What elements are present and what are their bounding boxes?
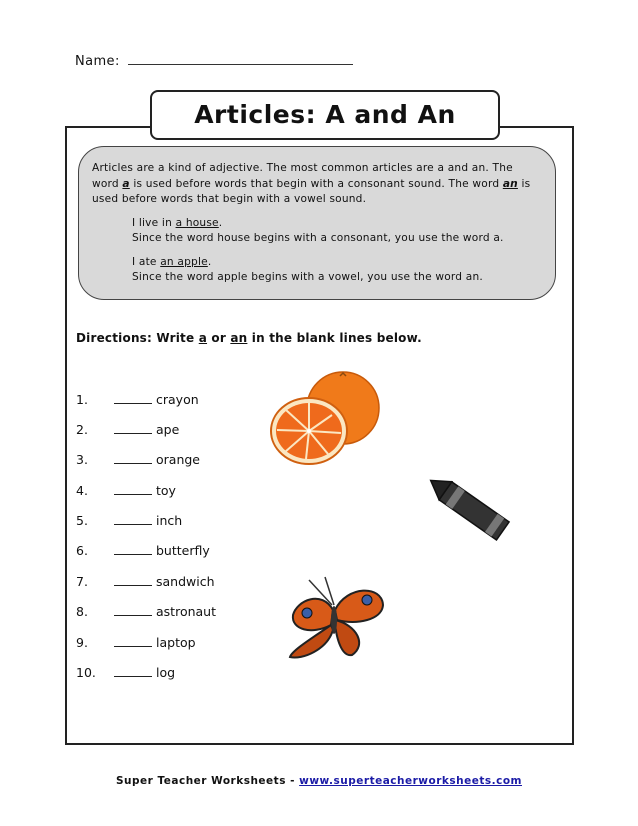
question-word: log — [156, 665, 176, 680]
answer-blank-4[interactable] — [114, 482, 152, 495]
question-number: 9. — [76, 635, 88, 650]
answer-blank-8[interactable] — [114, 603, 152, 616]
example-1-phrase: a house — [175, 216, 219, 229]
question-number: 3. — [76, 452, 88, 467]
question-5 — [76, 512, 182, 530]
directions-prefix: Directions: Write — [76, 331, 199, 345]
question-9 — [76, 634, 196, 652]
example-1-explanation: Since the word house begins with a consonant, you use the word a. — [132, 232, 504, 244]
answer-blank-6[interactable] — [114, 542, 152, 555]
directions-an: an — [230, 331, 248, 345]
intro-text-1: Articles are a kind of adjective. The most common articles are a and an. The word — [92, 162, 513, 190]
answer-blank-3[interactable] — [114, 451, 152, 464]
butterfly-icon — [287, 575, 387, 660]
question-3 — [76, 451, 200, 469]
question-6 — [76, 542, 210, 560]
example-2-explanation: Since the word apple begins with a vowel, you use the word an. — [132, 271, 483, 283]
page-title: Articles: A and An — [150, 90, 500, 140]
question-number: 6. — [76, 543, 88, 558]
directions-or: or — [207, 331, 231, 345]
question-number: 8. — [76, 604, 88, 619]
question-number: 7. — [76, 574, 88, 589]
question-number: 5. — [76, 513, 88, 528]
answer-blank-5[interactable] — [114, 512, 152, 525]
intro-paragraph — [92, 161, 541, 208]
question-8 — [76, 603, 216, 621]
footer-link[interactable]: www.superteacherworksheets.com — [299, 775, 522, 787]
answer-blank-2[interactable] — [114, 421, 152, 434]
footer-text: Super Teacher Worksheets - — [115, 775, 300, 787]
directions — [76, 331, 422, 345]
example-2 — [132, 255, 541, 286]
answer-blank-7[interactable] — [114, 573, 152, 586]
question-word: toy — [156, 483, 176, 498]
question-7 — [76, 573, 215, 591]
example-2-phrase: an apple — [160, 255, 208, 268]
question-4 — [76, 482, 176, 500]
name-blank-line[interactable] — [128, 52, 353, 65]
question-word: ape — [156, 422, 180, 437]
intro-text-3: is used before words that begin with a vowel sound. — [92, 177, 531, 205]
example-1-prefix: I live in — [132, 216, 176, 229]
name-label: Name: — [75, 54, 120, 69]
crayon-icon — [420, 468, 520, 548]
answer-blank-9[interactable] — [114, 634, 152, 647]
orange-icon — [268, 368, 384, 470]
footer — [0, 775, 638, 787]
question-word: butterfly — [156, 543, 210, 558]
example-1-suffix: . — [218, 216, 223, 229]
question-number: 1. — [76, 392, 88, 407]
intro-text-2: is used before words that begin with a consonant sound. The word — [129, 177, 503, 190]
directions-suffix: in the blank lines below. — [247, 331, 422, 345]
info-box — [78, 146, 556, 300]
question-word: orange — [156, 452, 200, 467]
question-1 — [76, 391, 199, 409]
question-word: astronaut — [156, 604, 216, 619]
answer-blank-10[interactable] — [114, 664, 152, 677]
intro-article-an: an — [502, 177, 518, 190]
example-2-suffix: . — [207, 255, 212, 268]
answer-blank-1[interactable] — [114, 391, 152, 404]
question-10 — [76, 664, 175, 682]
intro-article-a: a — [122, 177, 130, 190]
question-2 — [76, 421, 179, 439]
example-1 — [132, 216, 541, 247]
question-word: inch — [156, 513, 183, 528]
question-word: sandwich — [156, 574, 215, 589]
example-2-prefix: I ate — [132, 255, 161, 268]
question-number: 4. — [76, 483, 88, 498]
question-number: 2. — [76, 422, 88, 437]
question-word: crayon — [156, 392, 199, 407]
name-field-row — [75, 52, 353, 69]
question-number: 10. — [76, 665, 96, 680]
directions-a: a — [198, 331, 208, 345]
question-word: laptop — [156, 635, 196, 650]
